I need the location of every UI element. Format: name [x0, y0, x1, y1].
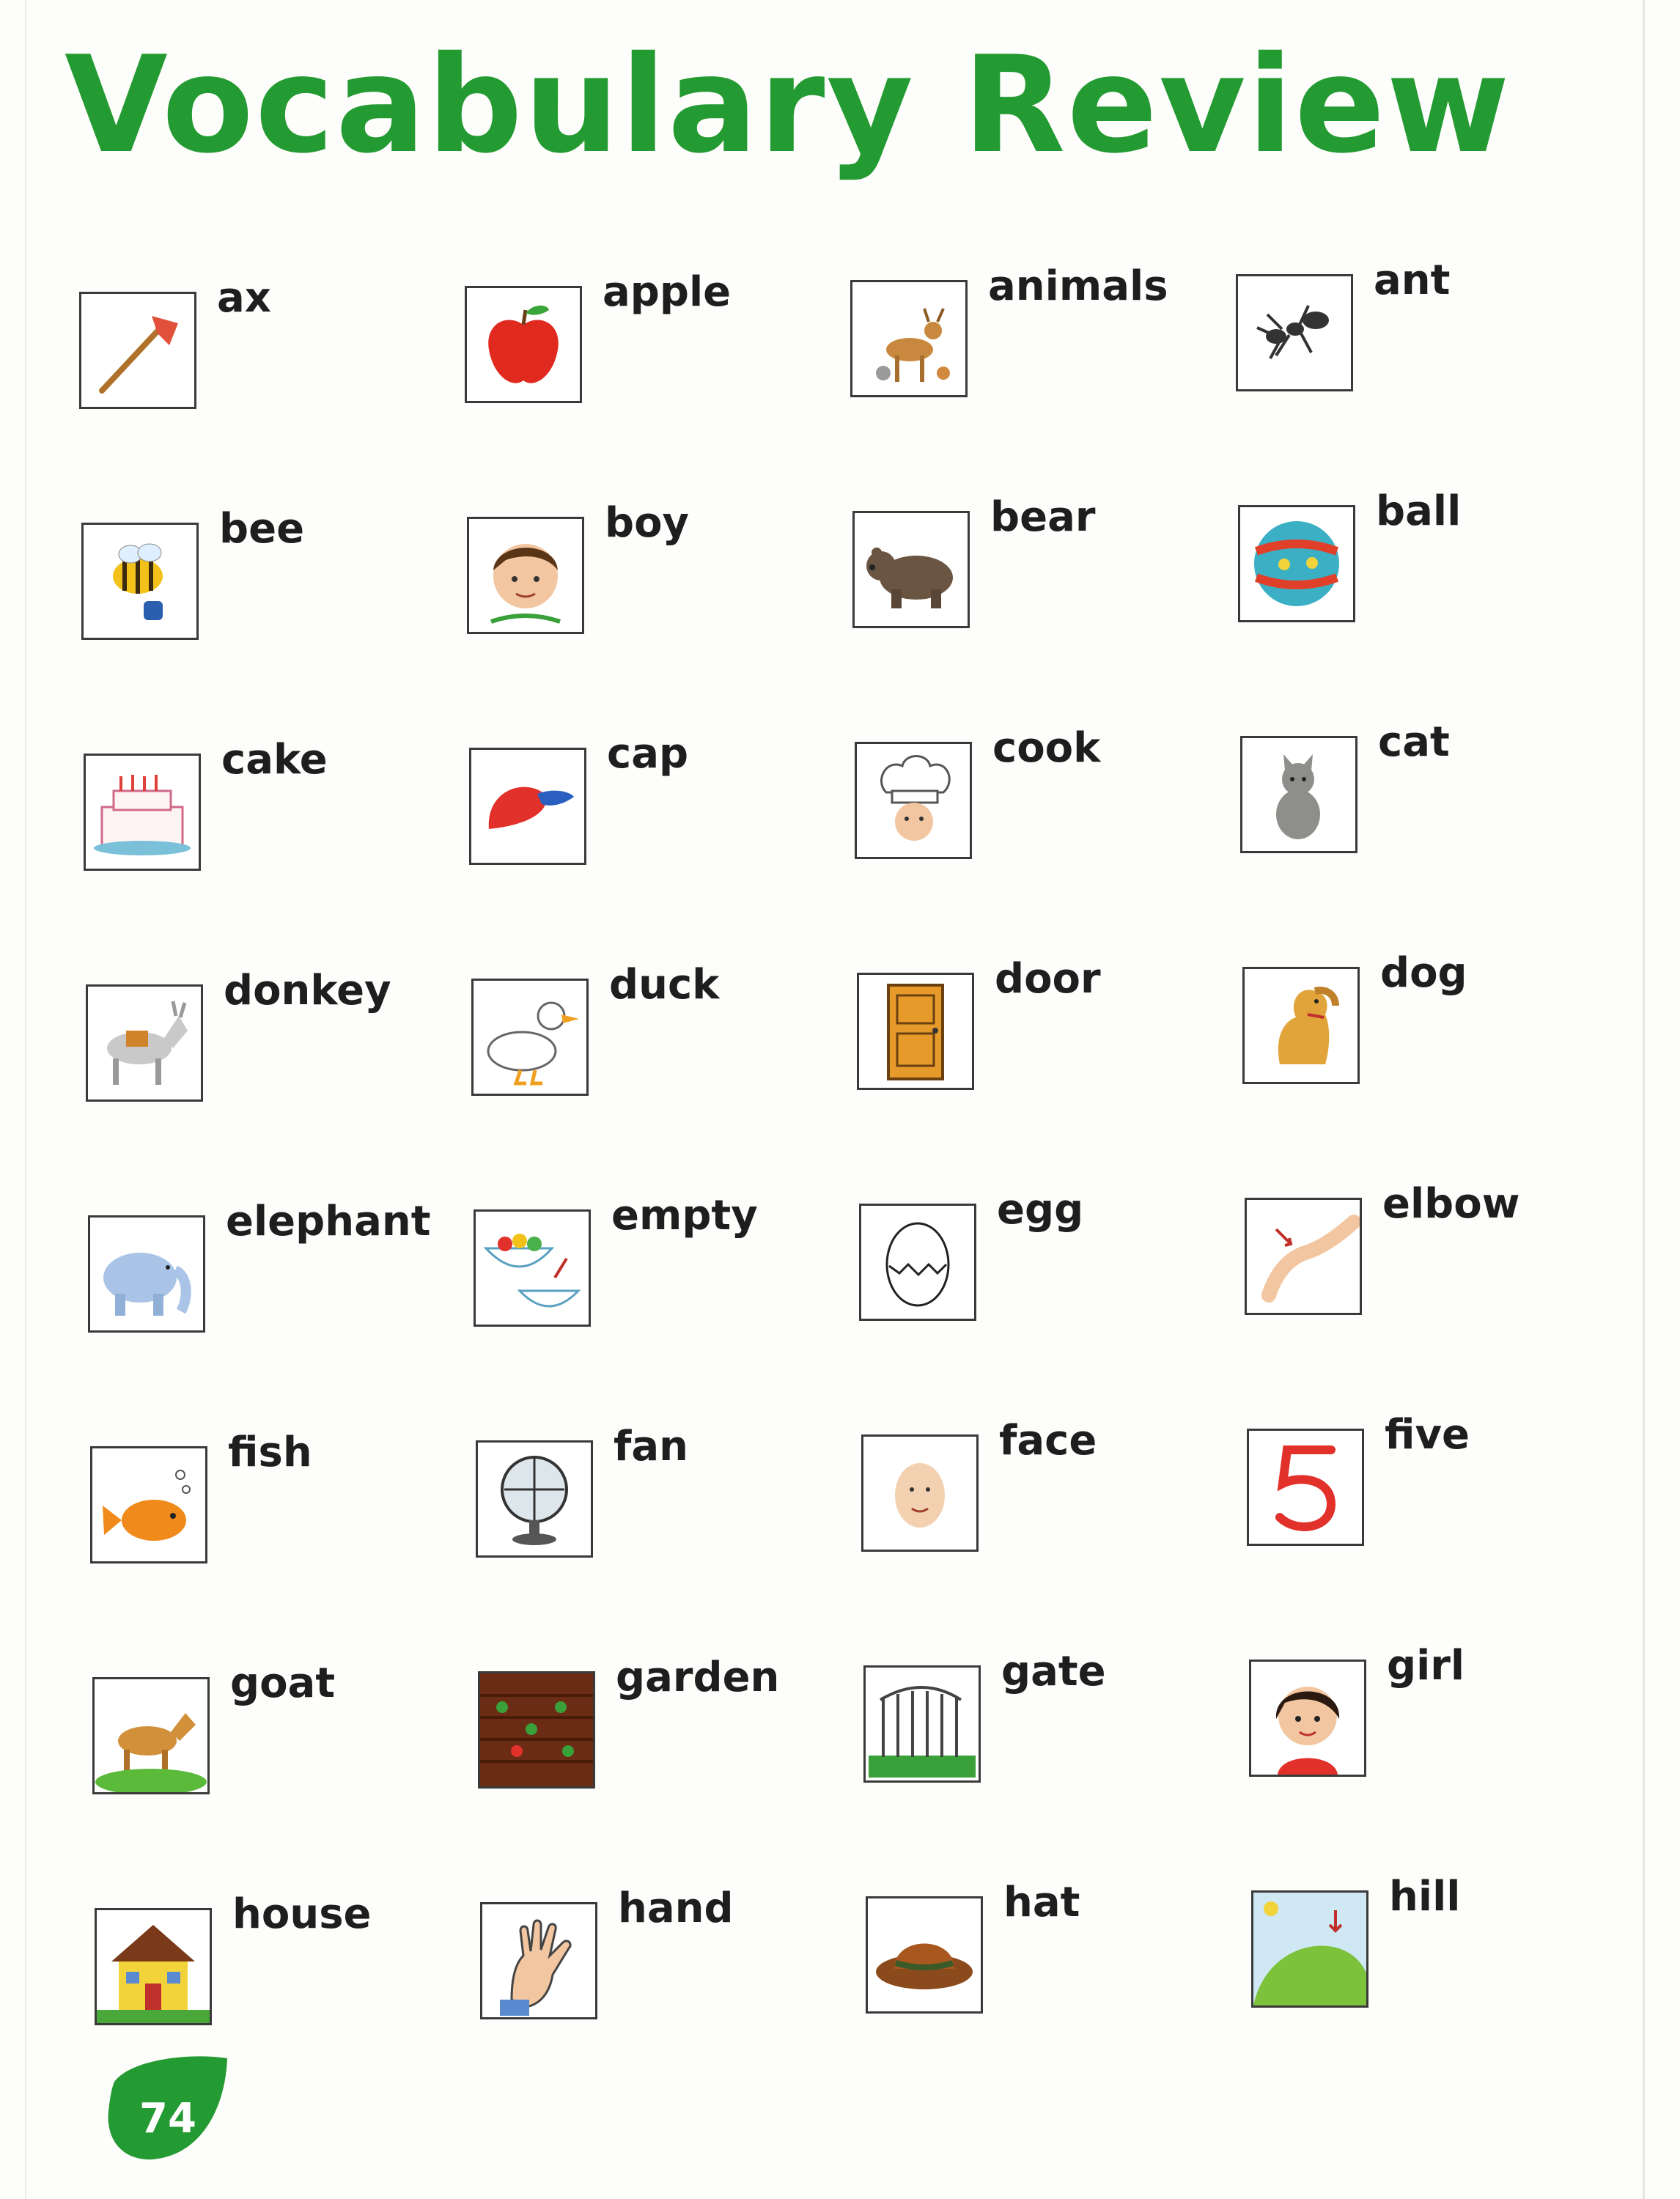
- vocab-word: animals: [988, 262, 1168, 310]
- vocab-word: bee: [219, 505, 305, 553]
- vocab-word: five: [1385, 1411, 1470, 1459]
- egg-icon: [859, 1204, 976, 1321]
- fish-icon: [90, 1446, 207, 1563]
- elbow-icon: [1245, 1198, 1362, 1315]
- empty-bowl-icon: [474, 1209, 591, 1327]
- vocab-word: elephant: [226, 1198, 431, 1245]
- ax-icon: [79, 292, 196, 409]
- vocab-word: goat: [230, 1660, 336, 1707]
- cook-icon: [855, 742, 972, 859]
- vocab-word: cake: [221, 736, 328, 784]
- vocab-word: hand: [618, 1885, 734, 1932]
- vocab-word: duck: [609, 961, 720, 1009]
- vocab-item-10: [855, 726, 1236, 872]
- vocab-word: hat: [1003, 1879, 1080, 1926]
- cap-icon: [469, 748, 586, 865]
- vocab-item-29: [480, 1886, 861, 2033]
- vocab-word: garden: [616, 1654, 780, 1701]
- vocab-word: cat: [1378, 718, 1450, 766]
- duck-icon: [471, 979, 589, 1096]
- fan-icon: [476, 1440, 593, 1558]
- cake-icon: [84, 754, 201, 871]
- vocab-item-3: [1236, 258, 1617, 405]
- door-icon: [857, 973, 974, 1090]
- vocab-word: house: [232, 1890, 372, 1938]
- vocab-item-28: [95, 1892, 476, 2038]
- vocab-word: fan: [614, 1423, 689, 1470]
- hill-icon: [1251, 1890, 1368, 2008]
- girl-icon: [1249, 1660, 1366, 1777]
- vocab-word: cap: [607, 730, 689, 778]
- animals-icon: [850, 280, 968, 397]
- vocab-word: donkey: [224, 967, 391, 1014]
- vocab-item-7: [1238, 489, 1619, 636]
- boy-icon: [467, 517, 584, 634]
- vocab-item-13: [471, 962, 852, 1109]
- vocab-word: elbow: [1382, 1180, 1520, 1228]
- vocab-word: ball: [1376, 487, 1462, 535]
- vocab-item-0: [79, 276, 460, 422]
- donkey-icon: [86, 984, 203, 1102]
- vocab-item-27: [1249, 1643, 1630, 1790]
- bear-icon: [852, 511, 970, 628]
- vocab-item-21: [476, 1424, 857, 1571]
- goat-icon: [92, 1677, 210, 1794]
- vocab-word: dog: [1380, 949, 1467, 997]
- vocab-item-14: [857, 957, 1238, 1103]
- vocab-word: cook: [992, 724, 1101, 772]
- vocab-item-5: [467, 501, 848, 647]
- gate-icon: [863, 1665, 981, 1783]
- vocab-item-19: [1245, 1182, 1626, 1328]
- vocab-word: bear: [990, 493, 1096, 541]
- vocab-item-4: [81, 507, 463, 653]
- vocab-word: apple: [603, 268, 732, 316]
- vocab-word: girl: [1387, 1642, 1465, 1690]
- ant-icon: [1236, 274, 1353, 391]
- hat-icon: [866, 1896, 983, 2014]
- hand-icon: [480, 1902, 597, 2019]
- vocab-word: ant: [1374, 257, 1451, 304]
- vocab-word: hill: [1389, 1873, 1461, 1920]
- vocab-item-1: [465, 270, 846, 416]
- vocab-item-23: [1247, 1412, 1628, 1559]
- vocab-item-30: [866, 1880, 1247, 2027]
- vocab-item-9: [469, 732, 850, 878]
- vocab-word: fish: [228, 1429, 312, 1476]
- page-title: Vocabulary Review: [65, 27, 1511, 183]
- ball-icon: [1238, 505, 1355, 622]
- vocab-word: door: [995, 955, 1101, 1003]
- garden-icon: [478, 1671, 595, 1789]
- vocab-item-16: [88, 1199, 469, 1346]
- vocab-item-22: [861, 1418, 1242, 1565]
- page-number: 74: [139, 2095, 196, 2143]
- vocab-word: empty: [611, 1192, 758, 1240]
- bee-icon: [81, 523, 199, 640]
- vocab-item-25: [478, 1655, 859, 1802]
- vocab-word: egg: [997, 1186, 1084, 1234]
- elephant-icon: [88, 1215, 205, 1333]
- vocab-word: face: [999, 1417, 1097, 1465]
- cat-icon: [1240, 736, 1357, 853]
- five-icon: [1247, 1429, 1364, 1546]
- vocab-item-8: [84, 737, 465, 884]
- vocab-item-26: [863, 1649, 1245, 1796]
- vocab-item-24: [92, 1661, 474, 1808]
- vocab-item-6: [852, 495, 1234, 641]
- house-icon: [95, 1908, 212, 2025]
- vocab-item-18: [859, 1187, 1240, 1334]
- dog-icon: [1242, 967, 1360, 1084]
- vocab-word: ax: [217, 274, 271, 322]
- vocab-item-12: [86, 968, 467, 1115]
- vocab-item-11: [1240, 720, 1621, 866]
- vocab-item-15: [1242, 951, 1624, 1097]
- vocab-word: boy: [605, 499, 690, 547]
- face-icon: [861, 1434, 979, 1552]
- vocab-item-31: [1251, 1874, 1632, 2021]
- vocab-item-17: [474, 1193, 855, 1340]
- apple-icon: [465, 286, 582, 403]
- vocab-item-20: [90, 1430, 471, 1577]
- vocab-item-2: [850, 264, 1231, 410]
- vocab-word: gate: [1001, 1648, 1106, 1695]
